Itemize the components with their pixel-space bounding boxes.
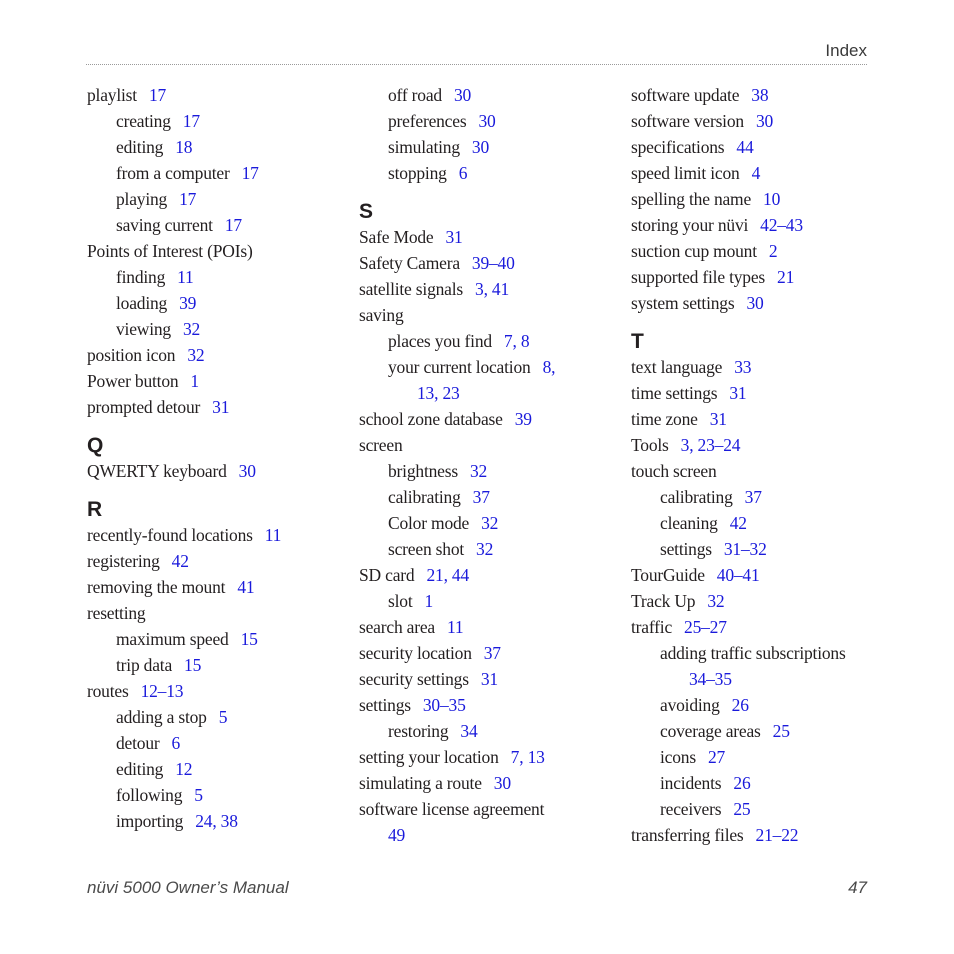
page-reference-link[interactable]: 17 <box>182 111 200 131</box>
index-term: saving current <box>116 215 213 235</box>
page-reference-link[interactable]: 17 <box>241 163 259 183</box>
page-reference-link[interactable]: 12 <box>175 759 193 779</box>
index-term: screen <box>359 435 403 455</box>
page-reference-link[interactable]: 42 <box>171 551 189 571</box>
index-entry <box>87 548 327 574</box>
page-reference-link[interactable]: 5 <box>194 785 203 805</box>
page-reference-link[interactable]: 41 <box>237 577 255 597</box>
page-reference-link[interactable]: 31 <box>445 227 463 247</box>
index-entry <box>631 406 881 432</box>
index-term: suction cup mount <box>631 241 757 261</box>
index-term: settings <box>359 695 411 715</box>
page-reference-link[interactable]: 17 <box>179 189 197 209</box>
index-term: stopping <box>388 163 447 183</box>
index-term: satellite signals <box>359 279 464 299</box>
index-term: slot <box>388 591 413 611</box>
index-term: software license agreement <box>359 799 545 819</box>
page-reference-link[interactable]: 32 <box>707 591 725 611</box>
page-reference-link[interactable]: 32 <box>187 345 205 365</box>
index-term: security settings <box>359 669 469 689</box>
page-reference-link[interactable]: 17 <box>148 85 167 105</box>
index-entry <box>631 432 881 458</box>
index-term: software version <box>631 111 744 131</box>
index-entry <box>631 380 881 406</box>
index-term: supported file types <box>631 267 766 287</box>
page-reference-link[interactable]: 32 <box>481 513 499 533</box>
index-term: speed limit icon <box>631 163 740 183</box>
index-entry <box>87 368 327 394</box>
index-subentry <box>87 730 327 756</box>
index-term: Power button <box>87 371 179 391</box>
page-reference-link[interactable]: 37 <box>472 487 490 507</box>
index-entry <box>631 186 881 212</box>
index-entry <box>359 250 599 276</box>
page-reference-link[interactable]: 11 <box>177 267 194 287</box>
index-entry <box>359 796 599 822</box>
page-reference-link[interactable]: 31 <box>212 397 230 417</box>
page-reference-link[interactable]: 17 <box>224 215 242 235</box>
index-subentry <box>631 718 881 744</box>
page-reference-link[interactable]: 21, 44 <box>426 565 470 585</box>
page-reference-link[interactable]: 13, 23 <box>417 383 460 403</box>
page-reference-link[interactable]: 25–27 <box>684 617 727 637</box>
page-reference-link[interactable]: 30 <box>453 85 472 105</box>
index-subentry <box>631 536 881 562</box>
index-entry <box>87 394 327 420</box>
index-term: position icon <box>87 345 176 365</box>
index-subentry <box>87 160 327 186</box>
page-reference-link[interactable]: 30 <box>746 293 764 313</box>
index-subentry <box>359 484 599 510</box>
page-reference-link[interactable]: 30 <box>471 137 489 157</box>
index-term: receivers <box>660 799 722 819</box>
index-entry <box>631 238 881 264</box>
index-entry <box>359 276 599 302</box>
page-reference-link[interactable]: 8, <box>542 357 556 377</box>
index-term: Tools <box>631 435 669 455</box>
index-subentry <box>359 82 599 108</box>
index-term: security location <box>359 643 472 663</box>
index-term: storing your nüvi <box>631 215 749 235</box>
page-reference-link[interactable]: 5 <box>218 707 228 727</box>
index-term: routes <box>87 681 129 701</box>
index-entry <box>87 522 327 548</box>
page-reference-link[interactable]: 18 <box>175 137 193 157</box>
index-term: TourGuide <box>631 565 705 585</box>
index-subentry <box>631 744 881 770</box>
index-entry <box>631 354 881 380</box>
index-entry <box>87 574 327 600</box>
index-term: spelling the name <box>631 189 752 209</box>
index-term: removing the mount <box>87 577 226 597</box>
index-term: cleaning <box>660 513 718 533</box>
index-entry <box>87 82 327 108</box>
index-entry <box>631 82 881 108</box>
page-reference-link[interactable]: 4 <box>751 163 761 183</box>
index-subentry <box>631 796 881 822</box>
index-term: trip data <box>116 655 173 675</box>
page-reference-link[interactable]: 26 <box>731 695 749 715</box>
index-term: importing <box>116 811 184 831</box>
index-entry <box>359 302 599 328</box>
index-subentry <box>87 290 327 316</box>
index-term: incidents <box>660 773 722 793</box>
index-subentry <box>87 756 327 782</box>
index-subentry <box>87 704 327 730</box>
index-term: time settings <box>631 383 718 403</box>
index-term: following <box>116 785 183 805</box>
index-term: calibrating <box>388 487 461 507</box>
index-subentry <box>87 652 327 678</box>
index-entry <box>631 588 881 614</box>
page-reference-link[interactable]: 1 <box>424 591 434 611</box>
page-reference-link[interactable]: 25 <box>772 721 790 741</box>
page-reference-link[interactable]: 42 <box>729 513 747 533</box>
page-reference-link[interactable]: 39–40 <box>471 253 515 273</box>
page-reference-link[interactable]: 34 <box>460 721 478 741</box>
index-term: off road <box>388 85 442 105</box>
index-term: places you find <box>388 331 492 351</box>
index-term: resetting <box>87 603 146 623</box>
index-subentry <box>631 640 881 666</box>
index-term: finding <box>116 267 166 287</box>
footer-manual-title: nüvi 5000 Owner’s Manual <box>87 878 289 897</box>
page-reference-link[interactable]: 27 <box>707 747 726 767</box>
index-subentry <box>87 808 327 834</box>
index-subentry <box>87 186 327 212</box>
page-reference-link[interactable]: 31 <box>709 409 727 429</box>
index-subentry <box>87 212 327 238</box>
index-subentry <box>87 264 327 290</box>
index-term: prompted detour <box>87 397 201 417</box>
index-term: transferring files <box>631 825 744 845</box>
index-entry <box>359 406 599 432</box>
page-reference-link[interactable]: 15 <box>184 655 202 675</box>
index-term: coverage areas <box>660 721 761 741</box>
page-reference-link[interactable]: 3, 41 <box>475 279 510 299</box>
index-entry <box>631 822 881 848</box>
index-subentry <box>359 718 599 744</box>
index-subentry <box>631 510 881 536</box>
index-term: editing <box>116 759 164 779</box>
index-subentry <box>359 536 599 562</box>
index-entry <box>87 238 327 264</box>
page-reference-link[interactable]: 38 <box>751 85 769 105</box>
page-reference-link[interactable]: 40–41 <box>716 565 760 585</box>
index-entry <box>631 108 881 134</box>
index-term: saving <box>359 305 404 325</box>
index-entry <box>359 614 599 640</box>
page-reference-link[interactable]: 12–13 <box>140 681 184 701</box>
footer-page-number: 47 <box>848 878 867 897</box>
page-reference-link[interactable]: 33 <box>734 357 752 377</box>
index-term: QWERTY keyboard <box>87 461 227 481</box>
index-entry <box>359 562 599 588</box>
index-entry <box>359 432 599 458</box>
page-reference-link[interactable]: 7, 13 <box>510 747 545 767</box>
index-term: search area <box>359 617 435 637</box>
page-reference-link[interactable]: 25 <box>733 799 751 819</box>
section-letter-heading: S <box>359 200 374 223</box>
index-term: viewing <box>116 319 171 339</box>
index-entry <box>87 600 327 626</box>
index-subentry <box>359 354 599 380</box>
page-reference-link[interactable]: 15 <box>240 629 258 649</box>
index-entry <box>359 640 599 666</box>
index-term: avoiding <box>660 695 720 715</box>
page-reference-link[interactable]: 37 <box>744 487 762 507</box>
index-entry-continuation <box>631 666 881 692</box>
index-entry <box>631 614 881 640</box>
page-reference-link[interactable]: 39 <box>514 409 532 429</box>
index-term: playlist <box>87 85 137 105</box>
index-subentry <box>87 782 327 808</box>
page-reference-link[interactable]: 31 <box>480 669 498 689</box>
section-letter-heading: T <box>631 330 644 353</box>
index-entry <box>359 692 599 718</box>
page-reference-link[interactable]: 10 <box>763 189 781 209</box>
index-entry <box>87 342 327 368</box>
index-term: system settings <box>631 293 735 313</box>
index-term: time zone <box>631 409 698 429</box>
page-reference-link[interactable]: 31 <box>729 383 747 403</box>
index-term: Safety Camera <box>359 253 460 273</box>
page-reference-link[interactable]: 11 <box>447 617 464 637</box>
index-term: software update <box>631 85 740 105</box>
index-term: school zone database <box>359 409 503 429</box>
page-reference-link[interactable]: 32 <box>469 461 488 481</box>
index-term: touch screen <box>631 461 717 481</box>
index-term: adding traffic subscriptions <box>660 643 846 663</box>
page-reference-link[interactable]: 30–35 <box>422 695 466 715</box>
index-term: Track Up <box>631 591 696 611</box>
page-reference-link[interactable]: 30 <box>478 111 496 131</box>
index-column-2 <box>359 82 599 848</box>
index-term: Points of Interest (POIs) <box>87 241 253 261</box>
page-reference-link[interactable]: 3, 23–24 <box>680 435 741 455</box>
index-term: Color mode <box>388 513 470 533</box>
index-entry <box>359 666 599 692</box>
index-subentry <box>359 588 599 614</box>
page-reference-link[interactable]: 6 <box>458 163 468 183</box>
page-reference-link[interactable]: 42–43 <box>760 215 803 235</box>
index-subentry <box>631 770 881 796</box>
index-subentry <box>359 510 599 536</box>
index-entry <box>631 160 881 186</box>
index-term: adding a stop <box>116 707 207 727</box>
index-entry <box>631 264 881 290</box>
page-reference-link[interactable]: 21–22 <box>755 825 799 845</box>
index-term: editing <box>116 137 164 157</box>
page-reference-link[interactable]: 21 <box>777 267 795 287</box>
index-term: screen shot <box>388 539 465 559</box>
page-reference-link[interactable]: 31–32 <box>723 539 767 559</box>
page-reference-link[interactable]: 24, 38 <box>195 811 238 831</box>
index-term: recently-found locations <box>87 525 253 545</box>
index-term: simulating a route <box>359 773 482 793</box>
index-entry <box>631 458 881 484</box>
page-reference-link[interactable]: 30 <box>493 773 511 793</box>
index-term: registering <box>87 551 160 571</box>
index-term: calibrating <box>660 487 733 507</box>
index-term: simulating <box>388 137 460 157</box>
running-header-title: Index <box>825 41 867 60</box>
page-reference-link[interactable]: 6 <box>171 733 181 753</box>
index-term: preferences <box>388 111 467 131</box>
index-subentry <box>87 134 327 160</box>
index-term: brightness <box>388 461 458 481</box>
index-entry <box>631 212 881 238</box>
page-reference-link[interactable]: 1 <box>190 371 199 391</box>
section-letter-heading: R <box>87 498 103 521</box>
index-subentry <box>359 108 599 134</box>
index-entry <box>359 770 599 796</box>
index-term: maximum speed <box>116 629 229 649</box>
index-entry <box>631 562 881 588</box>
page-reference-link[interactable]: 34–35 <box>689 669 732 689</box>
index-entry <box>631 134 881 160</box>
index-entry <box>359 224 599 250</box>
index-term: setting your location <box>359 747 499 767</box>
index-subentry <box>359 458 599 484</box>
index-term: detour <box>116 733 160 753</box>
page-reference-link[interactable]: 11 <box>264 525 282 545</box>
index-subentry <box>359 328 599 354</box>
index-entry <box>87 458 327 484</box>
index-term: traffic <box>631 617 673 637</box>
section-letter-heading: Q <box>87 434 104 457</box>
index-subentry <box>359 160 599 186</box>
index-subentry <box>87 316 327 342</box>
page-reference-link[interactable]: 49 <box>388 825 406 845</box>
index-subentry <box>359 134 599 160</box>
index-entry-continuation <box>359 822 599 848</box>
page-reference-link[interactable]: 2 <box>768 241 778 261</box>
index-term: from a computer <box>116 163 230 183</box>
page-reference-link[interactable]: 37 <box>483 643 501 663</box>
header-divider <box>86 64 867 65</box>
index-subentry <box>631 692 881 718</box>
page-reference-link[interactable]: 32 <box>476 539 494 559</box>
index-term: restoring <box>388 721 449 741</box>
page-reference-link[interactable]: 44 <box>736 137 754 157</box>
page-reference-link[interactable]: 26 <box>733 773 751 793</box>
index-term: text language <box>631 357 723 377</box>
index-term: SD card <box>359 565 415 585</box>
index-entry <box>87 678 327 704</box>
index-entry <box>359 744 599 770</box>
page-reference-link[interactable]: 39 <box>179 293 197 313</box>
index-term: loading <box>116 293 168 313</box>
index-entry <box>631 290 881 316</box>
page-reference-link[interactable]: 7, 8 <box>503 331 530 351</box>
index-column-1 <box>87 82 327 834</box>
index-term: specifications <box>631 137 725 157</box>
page-reference-link[interactable]: 30 <box>238 461 256 481</box>
index-term: playing <box>116 189 168 209</box>
index-term: your current location <box>388 357 531 377</box>
index-subentry <box>631 484 881 510</box>
page-reference-link[interactable]: 32 <box>182 319 201 339</box>
index-term: settings <box>660 539 712 559</box>
index-entry-continuation <box>359 380 599 406</box>
index-term: creating <box>116 111 171 131</box>
index-subentry <box>87 626 327 652</box>
index-term: icons <box>660 747 696 767</box>
page-reference-link[interactable]: 30 <box>755 111 774 131</box>
index-column-3 <box>631 82 881 848</box>
index-term: Safe Mode <box>359 227 434 247</box>
index-subentry <box>87 108 327 134</box>
